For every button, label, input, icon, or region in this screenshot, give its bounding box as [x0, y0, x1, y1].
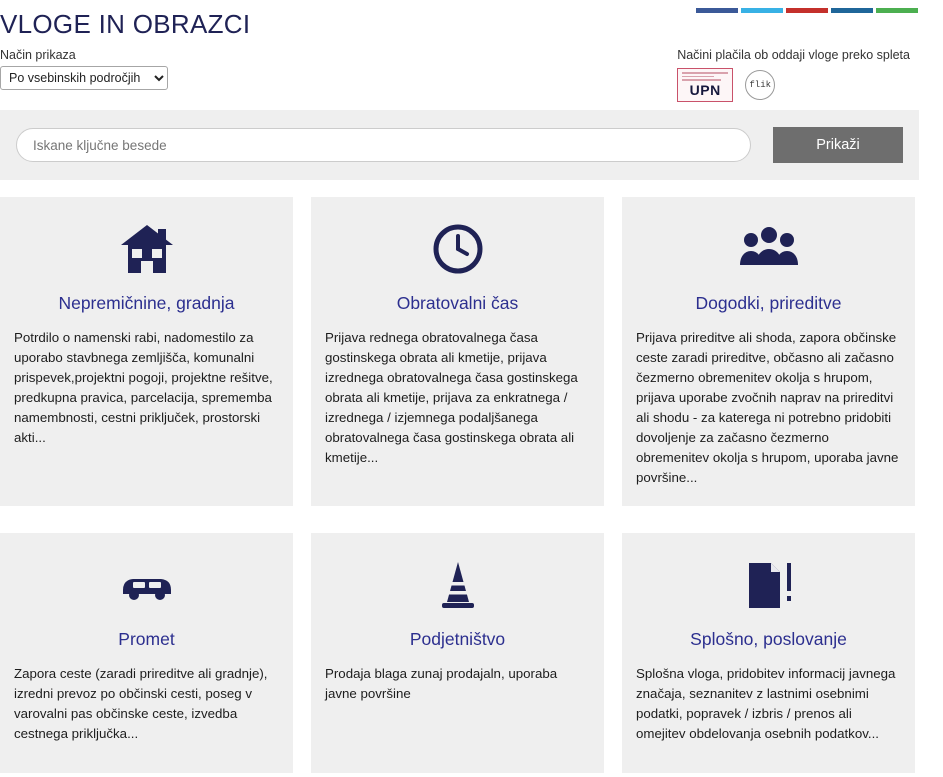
page-root	[0, 8, 943, 777]
traffic-cone-icon	[325, 553, 590, 617]
upn-label: UPN	[689, 82, 721, 98]
payment-methods-label: Načini plačila ob oddaji vloge preko spleta	[677, 48, 910, 62]
category-card[interactable]	[0, 533, 293, 773]
page-title: VLOGE IN OBRAZCI	[0, 9, 251, 39]
youtube-chip[interactable]	[786, 8, 828, 13]
card-description: Prijava rednega obratovalnega časa gostinskega obrata ali kmetije, prijava izrednega obratovalnega časa gostinskega obrata ali kmetije, prijava za enkratnega / izrednega / izjemnega podaljšanega obratovalnega časa gostinskega obrata ali kmetije...	[325, 330, 578, 465]
flik-label: flik	[749, 80, 771, 90]
category-card[interactable]	[0, 197, 293, 506]
card-title: Dogodki, prireditve	[695, 293, 842, 313]
whatsapp-chip[interactable]	[876, 8, 918, 13]
view-mode-select[interactable]	[0, 66, 168, 90]
category-card[interactable]	[622, 197, 915, 506]
show-button[interactable]: Prikaži	[773, 127, 903, 163]
people-group-icon	[636, 217, 901, 281]
facebook-chip[interactable]	[696, 8, 738, 13]
controls-row	[0, 48, 943, 110]
card-description: Prodaja blaga zunaj prodajaln, uporaba javne površine	[325, 666, 558, 701]
card-description: Prijava prireditve ali shoda, zapora občinske ceste zaradi prireditve, občasno ali začasno čezmerno obremenitev okolja s hrupom, prijava uporabe zvočnih naprav na prireditvi ali shodu - za katerega ni potrebno pridobiti dovoljenje za začasno čezmerno obremenitev okolja s hrupom, uporaba javne površine...	[636, 330, 899, 485]
document-icon	[636, 553, 901, 617]
payment-methods-group	[677, 48, 910, 102]
house-icon	[14, 217, 279, 281]
search-input[interactable]	[16, 128, 751, 162]
category-card[interactable]	[622, 533, 915, 773]
card-description: Zapora ceste (zaradi prireditve ali gradnje), izredni prevoz po občinski cesti, poseg v varovalni pas občinske ceste, izvedba cestnega priključka...	[14, 666, 268, 741]
card-title: Splošno, poslovanje	[690, 629, 847, 649]
category-card[interactable]	[311, 533, 604, 773]
car-icon	[14, 553, 279, 617]
category-card[interactable]	[311, 197, 604, 506]
linkedin-chip[interactable]	[831, 8, 873, 13]
upn-icon	[677, 68, 733, 102]
card-title: Podjetništvo	[409, 629, 506, 649]
card-description: Potrdilo o namenski rabi, nadomestilo za uporabo stavbnega zemljišča, komunalni prispevek,projektni pogoji, projektne rešitve, predkupna pravica, parcelacija, sprememba namembnosti, cestni priključek, prostorski akti...	[14, 330, 273, 445]
card-title: Nepremičnine, gradnja	[58, 293, 235, 313]
card-title: Promet	[118, 629, 175, 649]
payment-icons	[677, 68, 910, 102]
card-title: Obratovalni čas	[396, 293, 519, 313]
view-mode-label: Način prikaza	[0, 48, 76, 62]
social-links-strip	[696, 8, 918, 13]
flik-icon	[745, 70, 775, 100]
search-band	[0, 110, 919, 180]
card-description: Splošna vloga, pridobitev informacij javnega značaja, seznanitev z lastnimi osebnimi podatki, popravek / izbris / prenos ali omejitev obdelovanja osebnih podatkov...	[636, 666, 896, 741]
twitter-chip[interactable]	[741, 8, 783, 13]
upn-lines-decoration	[682, 72, 728, 81]
view-mode-group	[0, 48, 168, 90]
clock-icon	[325, 217, 590, 281]
category-card-grid	[0, 197, 919, 773]
